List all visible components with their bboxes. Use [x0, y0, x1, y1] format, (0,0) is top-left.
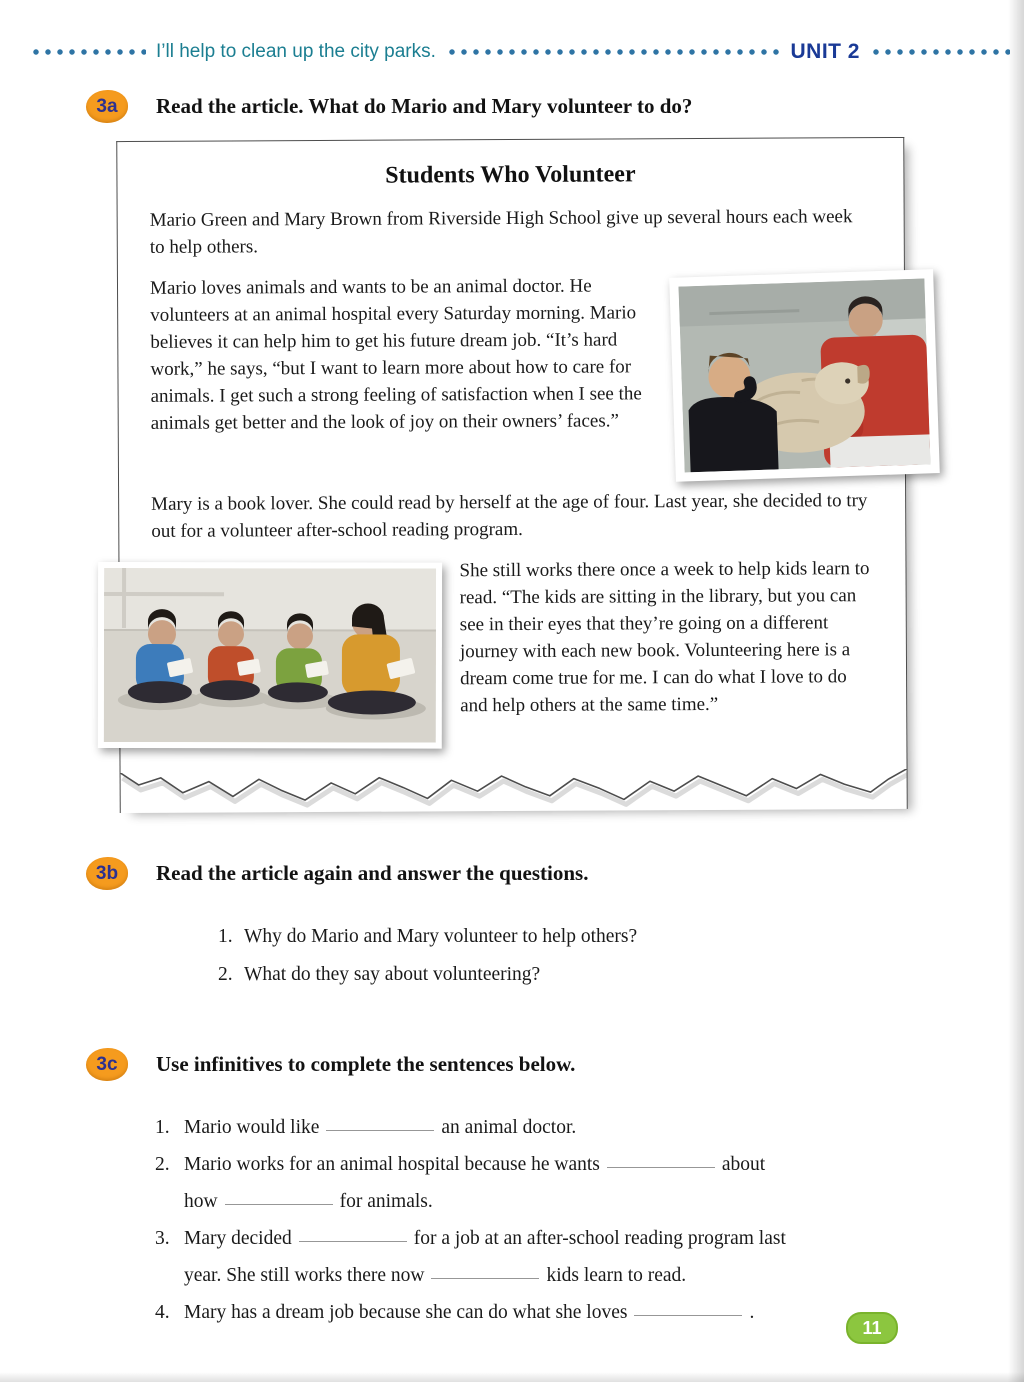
section-3c-badge: 3c [86, 1048, 128, 1081]
question-item [218, 958, 1024, 992]
page-number-badge: 11 [846, 1312, 898, 1344]
section-3b-instruction: Read the article again and answer the questions. [156, 861, 589, 885]
list-item [155, 1109, 973, 1146]
sentence-segment: an animal doctor. [441, 1117, 577, 1138]
question-list [218, 920, 1024, 992]
blank-line [634, 1313, 742, 1316]
sentence-segment: Mary decided [184, 1228, 292, 1249]
dot-leader [30, 48, 146, 56]
blank-line [607, 1165, 715, 1168]
question-number: 1. [218, 926, 233, 947]
section-3a-instruction: Read the article. What do Mario and Mary volunteer to do? [156, 94, 693, 118]
item-number: 2. [155, 1154, 170, 1175]
sentence-segment: about [721, 1154, 766, 1175]
kids-reading-photo-scene [104, 568, 436, 743]
article-paragraph-1: Mario Green and Mary Brown from Riverside High School give up several hours each week to help others. [149, 206, 853, 258]
sentence-segment: for animals. [339, 1191, 433, 1212]
dot-leader [870, 48, 1010, 56]
item-number: 1. [155, 1117, 170, 1138]
item-number: 4. [155, 1302, 170, 1323]
blank-line [299, 1239, 407, 1242]
page-header [0, 0, 1024, 64]
list-item [155, 1220, 973, 1294]
question-item [218, 920, 1024, 954]
question-text: Why do Mario and Mary volunteer to help others? [244, 926, 638, 947]
fill-blank-list [155, 1109, 973, 1331]
blank-line [326, 1128, 434, 1131]
animal-hospital-photo [669, 269, 940, 482]
article-paragraph-2: Mario loves animals and wants to be an animal doctor. He volunteers at an animal hospital every Saturday morning. Mario believes it can help him to get his future dream job. “It’s hard work,” he says, “but I want to learn more about how to care for animals. I get such a strong feeling of satisfaction when I see the animals get better and the look of joy on their owners’ faces.” [149, 275, 642, 434]
article-title: Students Who Volunteer [385, 161, 636, 189]
sentence-segment: Mario would like [184, 1117, 320, 1138]
sentence-segment: Mario works for an animal hospital because he wants [184, 1154, 600, 1175]
section-3c-header [86, 1048, 1024, 1081]
list-item [155, 1146, 973, 1220]
sentence-segment: year. She still works there now [184, 1265, 425, 1286]
kids-reading-photo [98, 562, 442, 749]
dot-leader [446, 48, 781, 56]
unit-number-label: UNIT 2 [790, 40, 860, 63]
blank-line [225, 1202, 333, 1205]
section-3c-instruction: Use infinitives to complete the sentences below. [156, 1052, 576, 1076]
sentence-segment: kids learn to read. [546, 1265, 687, 1286]
animal-hospital-photo-scene [678, 278, 930, 472]
torn-paper-edge [121, 769, 907, 813]
sentence-segment: . [749, 1302, 755, 1323]
item-number: 3. [155, 1228, 170, 1249]
question-number: 2. [218, 964, 233, 985]
sentence-segment: for a job at an after-school reading program last [413, 1228, 786, 1249]
question-text: What do they say about volunteering? [244, 964, 541, 985]
section-3b-badge: 3b [86, 857, 128, 890]
article-box [116, 137, 908, 813]
sentence-segment: how [184, 1191, 218, 1212]
scan-edge-right [1008, 0, 1024, 1382]
article-paragraph-3-rest: She still works there once a week to help kids learn to read. “The kids are sitting in the library, but you can see in their eyes that they’re going on a different journey with each new book. Volunteering here is a dream come true for me. I can do what I love to do and help others at the same time.” [459, 558, 870, 717]
section-3a-header [86, 90, 1024, 123]
unit-topic-title: I’ll help to clean up the city parks. [156, 41, 436, 62]
section-3a-badge: 3a [86, 90, 128, 123]
blank-line [431, 1276, 539, 1279]
scan-edge-bottom [0, 1372, 1024, 1382]
sentence-segment: Mary has a dream job because she can do what she loves [184, 1302, 628, 1323]
article-paragraph-3-intro: Mary is a book lover. She could read by herself at the age of four. Last year, she decided to try out for a volunteer after-school reading program. [151, 490, 868, 542]
section-3b-header [86, 857, 1024, 890]
